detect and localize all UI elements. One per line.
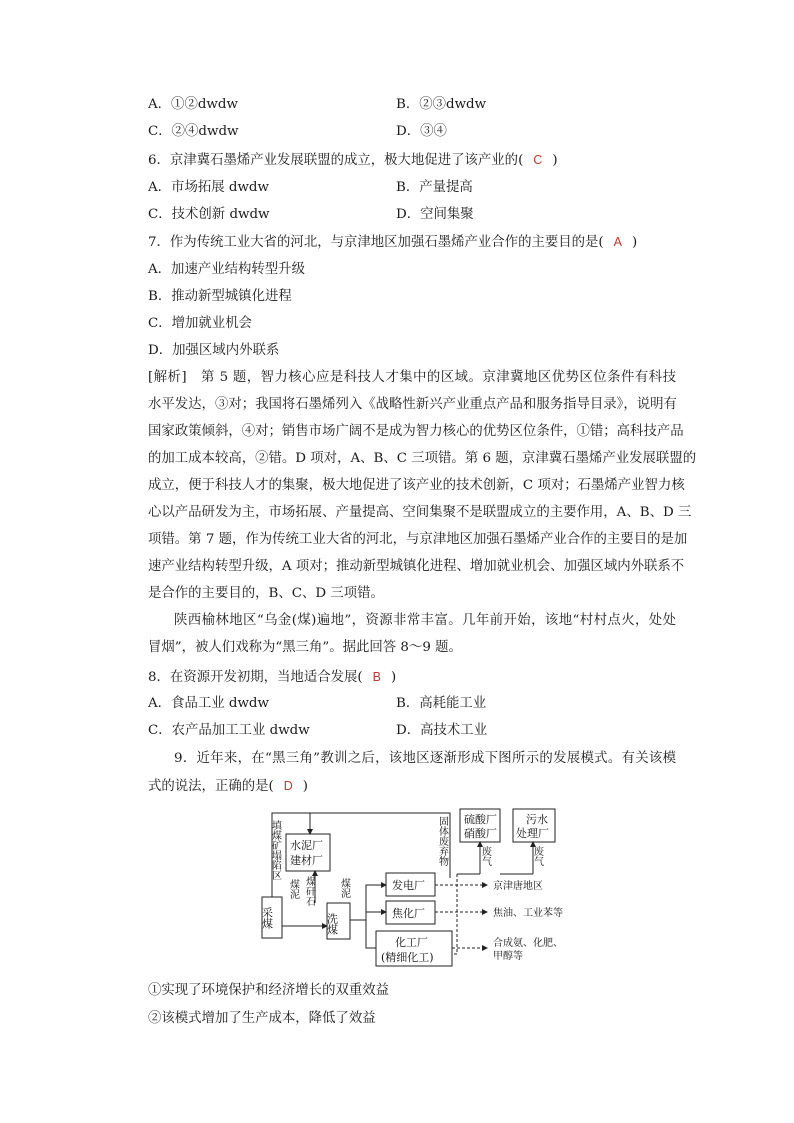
label-coke-products: 焦油、工业苯等: [493, 908, 563, 919]
industrial-flow-diagram: [255, 806, 575, 968]
q6-stem-line: [148, 150, 558, 171]
analysis-line: 的加工成本较高，②错。D 项对，A、B、C 三项错。第 6 题，京津冀石墨烯产业发展联盟的: [148, 451, 697, 466]
q8-option-d: D．高技术工业: [396, 723, 488, 738]
analysis-line: 是合作的主要目的，B、C、D 三项错。: [148, 586, 384, 601]
analysis-paragraph: [148, 364, 697, 607]
q9-stem: [148, 745, 676, 772]
label-sulfuric-acid: 硫酸厂: [464, 813, 497, 826]
label-coal-mining: 采煤: [260, 907, 274, 929]
label-fill-subsidence: 填煤矿塌陷区: [269, 820, 281, 880]
q9-stem-line: 9．近年来，在“黑三角”教训之后，该地区逐渐形成下图所示的发展模式。有关该模: [174, 751, 676, 766]
label-gangue: 煤矸石: [303, 876, 315, 906]
q5-option-d: D．③④: [396, 124, 447, 139]
label-solid-waste: 固体废弃物: [436, 816, 448, 866]
q7-option-c: C．增加就业机会: [148, 316, 252, 331]
q6-option-b: B．产量提高: [396, 180, 473, 195]
label-chem-products-1: 合成氨、化肥、: [493, 938, 563, 949]
analysis-line: 水平发达，③对；我国将石墨烯列入《战略性新兴产业重点产品和服务指导目录》，说明有: [148, 397, 677, 412]
intro-line: 陕西榆林地区“乌金(煤)遍地”，资源非常丰富。几年前开始，该地“村村点火，处处: [174, 613, 676, 628]
q5-option-b: B．②③dwdw: [396, 97, 487, 112]
label-waste-gas: 废气: [479, 846, 491, 866]
q9-answer: D: [283, 779, 293, 793]
label-coking-plant: 焦化厂: [392, 907, 425, 920]
label-cement-plant: 水泥厂: [290, 839, 323, 852]
label-sewage: 污水: [526, 813, 548, 826]
label-fine-chem: (精细化工): [381, 951, 434, 964]
q8-option-a: A．食品工业 dwdw: [148, 696, 269, 711]
q8-close: ): [390, 670, 397, 685]
q8-stem-line: [148, 667, 396, 688]
label-chem-products-2: 甲醇等: [493, 951, 523, 962]
q8-option-b: B．高耗能工业: [396, 696, 487, 711]
label-treatment-plant: 处理厂: [516, 827, 549, 840]
q7-option-b: B．推动新型城镇化进程: [148, 289, 292, 304]
analysis-line: 速产业结构转型升级，A 项对；推动新型城镇化进程、增加就业机会、加强区域内外联系不: [148, 559, 685, 574]
q6-answer: C: [533, 153, 543, 167]
q7-stem: 7．作为传统工业大省的河北，与京津地区加强石墨烯产业合作的主要目的是(: [148, 235, 604, 250]
intro-line: 冒烟”，被人们戏称为“黑三角”。据此回答 8～9 题。: [148, 640, 462, 655]
label-slime: 煤泥: [287, 879, 299, 899]
analysis-line: 成立，便于科技人才的集聚，极大地促进了该产业的技术创新，C 项对；石墨烯产业智力核: [148, 478, 685, 493]
analysis-line: [解析] 第 5 题，智力核心应是科技人才集中的区域。京津冀地区优势区位条件有科技: [148, 370, 676, 385]
label-to-jingjintang: 京津唐地区: [493, 881, 543, 892]
q9-stem-line2: 式的说法，正确的是( D ): [148, 779, 309, 794]
label-nitric-acid: 硝酸厂: [464, 827, 497, 840]
q8-answer: B: [372, 670, 381, 684]
label-building-materials: 建材厂: [290, 854, 323, 867]
q7-stem-line: [148, 232, 637, 253]
q5-option-a: A．①②dwdw: [148, 97, 238, 112]
label-chem-plant: 化工厂: [395, 936, 428, 949]
q9-option-2: ②该模式增加了生产成本，降低了效益: [148, 1011, 376, 1026]
q7-option-d: D．加强区域内外联系: [148, 343, 280, 358]
q9-option-1: ①实现了环境保护和经济增长的双重效益: [148, 983, 390, 998]
label-coal-washing: 洗煤: [325, 913, 339, 935]
q6-stem: 6．京津冀石墨烯产业发展联盟的成立，极大地促进了该产业的(: [148, 153, 524, 168]
analysis-line: 国家政策倾斜，④对；销售市场广阔不是成为智力核心的优势区位条件，①错；高科技产品: [148, 424, 684, 439]
q9-close: ): [302, 779, 309, 794]
q5-option-c: C．②④dwdw: [148, 124, 239, 139]
label-slime-2: 煤泥: [338, 878, 350, 898]
label-waste-water: 废气: [531, 846, 543, 866]
analysis-line: 心以产品研发为主，市场拓展、产量提高、空间集聚不是联盟成立的主要作用，A、B、D 三: [148, 505, 692, 520]
q6-option-c: C．技术创新 dwdw: [148, 207, 270, 222]
q6-option-d: D．空间集聚: [396, 207, 474, 222]
label-power-plant: 发电厂: [392, 879, 425, 892]
q7-answer: A: [613, 235, 622, 249]
q8-option-c: C．农产品加工工业 dwdw: [148, 723, 310, 738]
analysis-line: 项错。第 7 题，作为传统工业大省的河北，与京津地区加强石墨烯产业合作的主要目的是加: [148, 532, 688, 547]
q7-close: ): [631, 235, 638, 250]
q7-option-a: A．加速产业结构转型升级: [148, 262, 305, 277]
q8-stem: 8．在资源开发初期，当地适合发展(: [148, 670, 363, 685]
q6-option-a: A．市场拓展 dwdw: [148, 180, 269, 195]
q6-close: ): [552, 153, 558, 168]
intro-paragraph: [148, 607, 676, 661]
